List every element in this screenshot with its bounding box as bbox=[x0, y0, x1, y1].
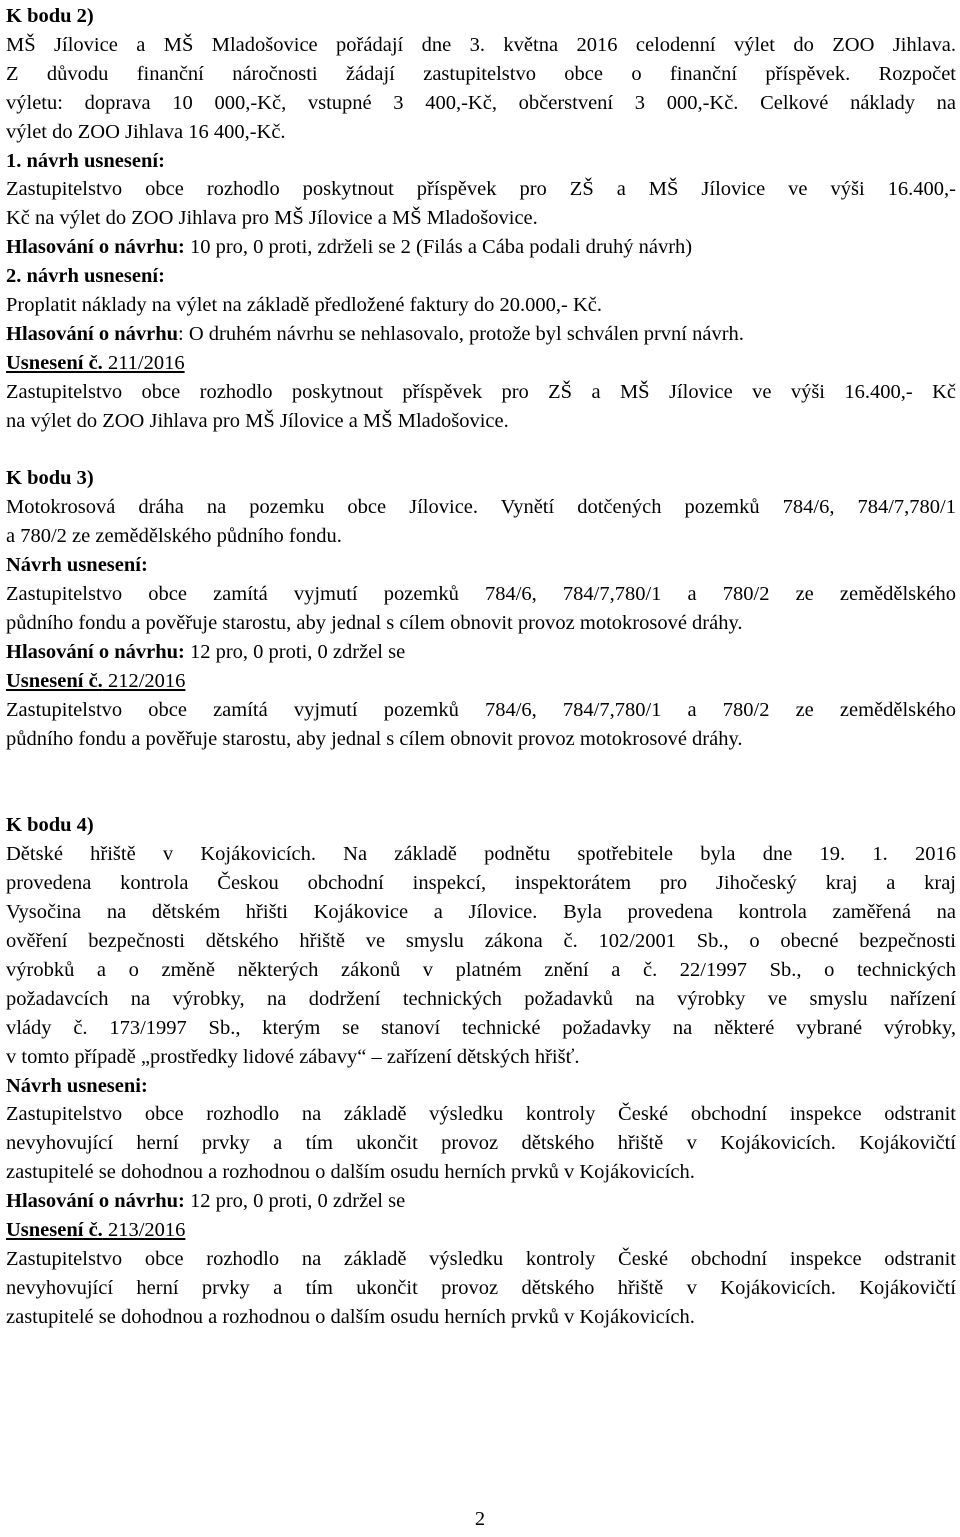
paragraph-line: Vysočina na dětském hřišti Kojákovice a Jílovice. Byla provedena kontrola zaměřená na bbox=[6, 901, 956, 924]
vote-label: Hlasování o návrhu: bbox=[6, 640, 185, 663]
paragraph-line: ověření bezpečnosti dětského hřiště ve smyslu zákona č. 102/2001 Sb., o obecné bezpečnosti bbox=[6, 929, 956, 952]
paragraph-line: výlet do ZOO Jihlava 16 400,-Kč. bbox=[6, 120, 286, 143]
vote-line bbox=[6, 638, 956, 667]
paragraph-line: Zastupitelstvo obce rozhodlo poskytnout příspěvek pro ZŠ a MŠ Jílovice ve výši 16.400,- Kč bbox=[6, 380, 956, 403]
paragraph-line: půdního fondu a pověřuje starostu, aby jednal s cílem obnovit provoz motokrosové dráhy. bbox=[6, 612, 743, 635]
spacer bbox=[6, 436, 956, 465]
resolution-heading bbox=[6, 349, 956, 378]
paragraph-line: MŠ Jílovice a MŠ Mladošovice pořádají dne 3. května 2016 celodenní výlet do ZOO Jihlava. bbox=[6, 33, 956, 56]
proposal-label: 2. návrh usnesení: bbox=[6, 265, 165, 288]
resolution-heading bbox=[6, 667, 956, 696]
proposal-label: Návrh usneseni: bbox=[6, 1074, 148, 1097]
paragraph-line: zastupitelé se dohodnou a rozhodnou o dalším osudu herních prvků v Kojákovicích. bbox=[6, 1305, 695, 1328]
vote-label: Hlasování o návrhu bbox=[6, 322, 179, 345]
proposal-label: 1. návrh usnesení: bbox=[6, 149, 165, 172]
paragraph-line: Motokrosová dráha na pozemku obce Jílovice. Vynětí dotčených pozemků 784/6, 784/7,780/1 bbox=[6, 496, 956, 519]
page-number: 2 bbox=[474, 1508, 486, 1530]
paragraph-line: nevyhovující herní prvky a tím ukončit provoz dětského hřiště v Kojákovicích. Kojákovičtí bbox=[6, 1276, 956, 1299]
resolution-number: 212/2016 bbox=[102, 669, 186, 692]
paragraph-line: Zastupitelstvo obce rozhodlo na základě výsledku kontroly České obchodní inspekce odstranit bbox=[6, 1103, 956, 1126]
vote-line bbox=[6, 233, 956, 262]
paragraph-line: výrobků a o změně některých zákonů v platném znění a č. 22/1997 Sb., o technických bbox=[6, 958, 956, 981]
paragraph-line: půdního fondu a pověřuje starostu, aby jednal s cílem obnovit provoz motokrosové dráhy. bbox=[6, 727, 743, 750]
section-heading-bod2: K bodu 2) bbox=[6, 5, 94, 27]
paragraph-line: výletu: doprava 10 000,-Kč, vstupné 3 400,-Kč, občerstvení 3 000,-Kč. Celkové náklady na bbox=[6, 91, 956, 114]
resolution-label: Usnesení č. bbox=[6, 669, 103, 692]
vote-label: Hlasování o návrhu: bbox=[6, 236, 185, 259]
document-page bbox=[6, 2, 956, 1332]
paragraph-line: Proplatit náklady na výlet na základě předložené faktury do 20.000,- Kč. bbox=[6, 294, 603, 317]
paragraph-line: požadavcích na výrobky, na dodržení technických požadavků na výrobky ve smyslu nařízení bbox=[6, 987, 956, 1010]
paragraph-line: Kč na výlet do ZOO Jihlava pro MŠ Jílovice a MŠ Mladošovice. bbox=[6, 207, 538, 230]
paragraph-line: Zastupitelstvo obce zamítá vyjmutí pozemků 784/6, 784/7,780/1 a 780/2 ze zemědělského bbox=[6, 583, 956, 606]
paragraph-line: Zastupitelstvo obce rozhodlo na základě výsledku kontroly České obchodní inspekce odstranit bbox=[6, 1247, 956, 1270]
paragraph-line: nevyhovující herní prvky a tím ukončit provoz dětského hřiště v Kojákovicích. Kojákovičtí bbox=[6, 1132, 956, 1155]
paragraph-line: vlády č. 173/1997 Sb., kterým se stanoví technické požadavky na některé vybrané výrobky, bbox=[6, 1016, 956, 1039]
resolution-heading bbox=[6, 1216, 956, 1245]
vote-text: 12 pro, 0 proti, 0 zdržel se bbox=[184, 1190, 406, 1213]
paragraph-line: a 780/2 ze zemědělského půdního fondu. bbox=[6, 525, 342, 548]
paragraph-line: Dětské hřiště v Kojákovicích. Na základě podnětu spotřebitele byla dne 19. 1. 2016 bbox=[6, 843, 956, 866]
vote-text: 10 pro, 0 proti, zdrželi se 2 (Filás a Cába podali druhý návrh) bbox=[184, 236, 693, 259]
vote-text: : O druhém návrhu se nehlasovalo, protože byl schválen první návrh. bbox=[178, 322, 744, 345]
resolution-number: 211/2016 bbox=[102, 351, 185, 374]
paragraph-line: zastupitelé se dohodnou a rozhodnou o dalším osudu herních prvků v Kojákovicích. bbox=[6, 1161, 695, 1184]
paragraph-line: Zastupitelstvo obce rozhodlo poskytnout příspěvek pro ZŠ a MŠ Jílovice ve výši 16.400,- bbox=[6, 178, 956, 201]
vote-text: 12 pro, 0 proti, 0 zdržel se bbox=[184, 640, 406, 663]
proposal-label: Návrh usnesení: bbox=[6, 554, 148, 577]
resolution-label: Usnesení č. bbox=[6, 351, 103, 374]
paragraph-line: Zastupitelstvo obce zamítá vyjmutí pozemků 784/6, 784/7,780/1 a 780/2 ze zemědělského bbox=[6, 698, 956, 721]
paragraph-line: v tomto případě „prostředky lidové zábavy“ – zařízení dětských hřišť. bbox=[6, 1045, 580, 1068]
section-heading-bod4: K bodu 4) bbox=[6, 814, 94, 837]
section-heading-bod3: K bodu 3) bbox=[6, 467, 94, 490]
paragraph-line: na výlet do ZOO Jihlava pro MŠ Jílovice a MŠ Mladošovice. bbox=[6, 409, 509, 432]
paragraph-line: Z důvodu finanční náročnosti žádají zastupitelstvo obce o finanční příspěvek. Rozpočet bbox=[6, 62, 956, 85]
paragraph-line: provedena kontrola Českou obchodní inspekcí, inspektorátem pro Jihočeský kraj a kraj bbox=[6, 872, 956, 895]
vote-label: Hlasování o návrhu: bbox=[6, 1190, 185, 1213]
resolution-label: Usnesení č. bbox=[6, 1219, 103, 1242]
vote-line bbox=[6, 1187, 956, 1216]
resolution-number: 213/2016 bbox=[102, 1219, 186, 1242]
spacer bbox=[6, 754, 956, 812]
vote-line bbox=[6, 320, 956, 349]
